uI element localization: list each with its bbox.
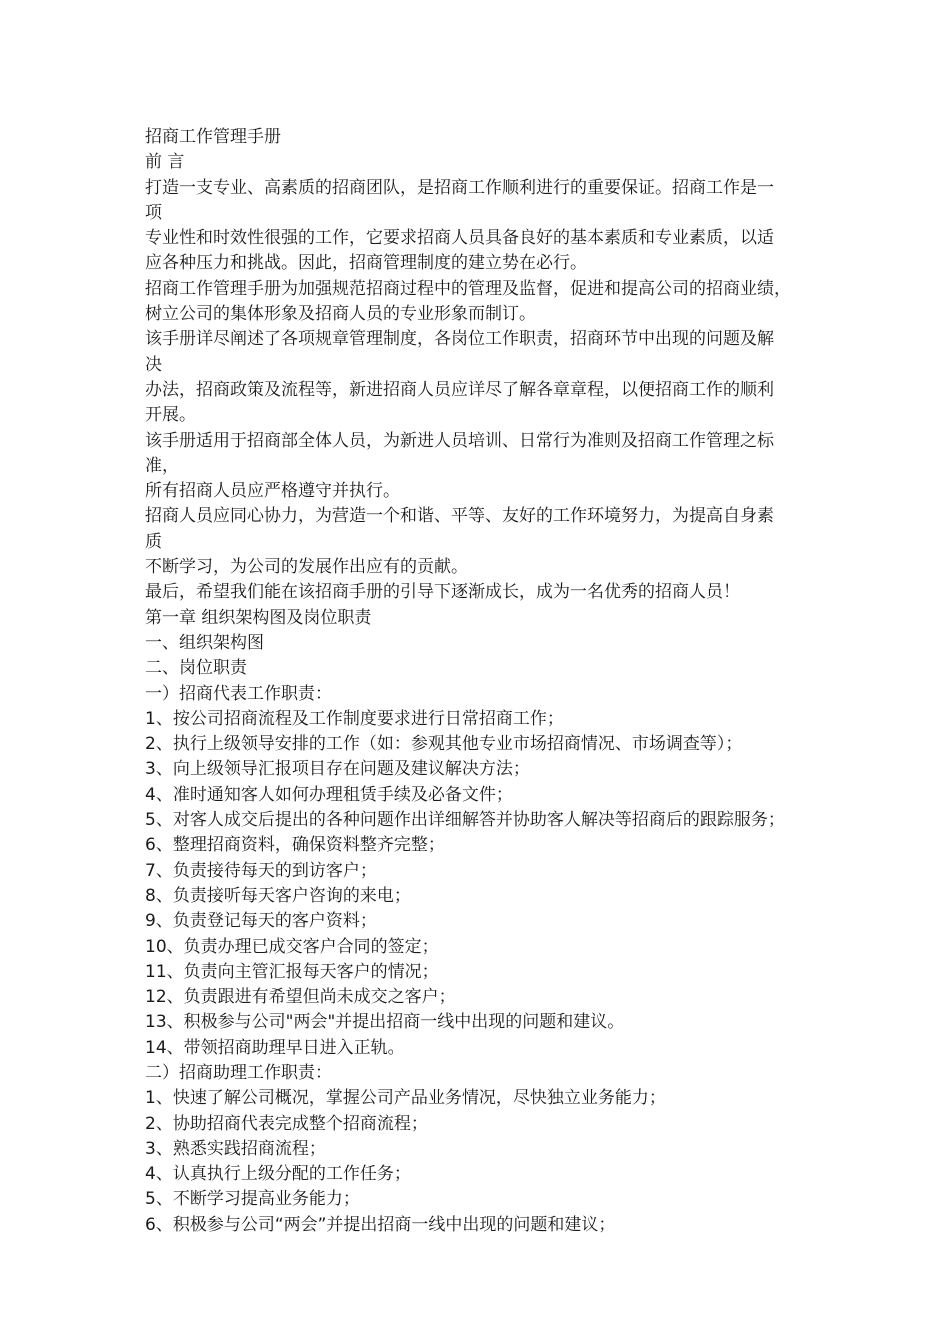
text-line: 应各种压力和挑战。因此，招商管理制度的建立势在必行。 (145, 253, 587, 274)
text-line: 最后，希望我们能在该招商手册的引导下逐渐成长，成为一名优秀的招商人员！ (145, 582, 740, 603)
text-line: 不断学习，为公司的发展作出应有的贡献。 (145, 557, 468, 578)
text-line: 打造一支专业、高素质的招商团队，是招商工作顺利进行的重要保证。招商工作是一 (145, 177, 774, 198)
text-line: 该手册详尽阐述了各项规章管理制度，各岗位工作职责，招商环节中出现的问题及解 (145, 329, 774, 350)
text-line: 树立公司的集体形象及招商人员的专业形象而制订。 (145, 304, 536, 325)
list-item: 4、准时通知客人如何办理租赁手续及必备文件； (145, 784, 513, 805)
text-line: 项 (145, 202, 162, 223)
list-item: 3、熟悉实践招商流程； (145, 1138, 326, 1159)
list-item: 4、认真执行上级分配的工作任务； (145, 1164, 411, 1185)
chapter-heading: 第一章 组织架构图及岗位职责 (145, 607, 372, 628)
list-item: 1、快速了解公司概况，掌握公司产品业务情况，尽快独立业务能力； (145, 1088, 666, 1109)
text-line: 质 (145, 531, 162, 552)
list-item: 6、整理招商资料，确保资料整齐完整； (145, 835, 445, 856)
text-line: 该手册适用于招商部全体人员，为新进人员培训、日常行为准则及招商工作管理之标 (145, 430, 774, 451)
list-item: 5、不断学习提高业务能力； (145, 1189, 360, 1210)
list-item: 2、执行上级领导安排的工作（如：参观其他专业市场招商情况、市场调查等）； (145, 734, 743, 755)
list-item: 10、负责办理已成交客户合同的签定； (145, 936, 439, 957)
list-item: 11、负责向主管汇报每天客户的情况； (145, 961, 439, 982)
document-title: 招商工作管理手册 (145, 127, 281, 147)
list-item: 9、负责登记每天的客户资料； (145, 911, 377, 932)
text-line: 办法，招商政策及流程等，新进招商人员应详尽了解各章章程，以便招商工作的顺利 (145, 379, 774, 400)
preface-heading: 前 言 (145, 152, 185, 173)
list-item: 2、协助招商代表完成整个招商流程； (145, 1113, 428, 1134)
section-heading: 二、岗位职责 (145, 658, 247, 679)
list-item: 13、积极参与公司"两会"并提出招商一线中出现的问题和建议。 (145, 1012, 625, 1033)
text-line: 准， (145, 455, 179, 476)
list-item: 12、负责跟进有希望但尚未成交之客户； (145, 987, 456, 1008)
list-item: 5、对客人成交后提出的各种问题作出详细解答并协助客人解决等招商后的跟踪服务； (145, 810, 785, 831)
list-item: 3、向上级领导汇报项目存在问题及建议解决方法； (145, 759, 530, 780)
text-line: 决 (145, 354, 162, 375)
subsection-heading: 二）招商助理工作职责： (145, 1062, 332, 1083)
text-line: 招商人员应同心协力，为营造一个和谐、平等、友好的工作环境努力，为提高自身素 (145, 506, 774, 527)
document-body (145, 125, 805, 1238)
section-heading: 一、组织架构图 (145, 632, 264, 653)
list-item: 6、积极参与公司“两会”并提出招商一线中出现的问题和建议； (145, 1214, 616, 1235)
list-item: 14、带领招商助理早日进入正轨。 (145, 1037, 405, 1058)
text-line: 招商工作管理手册为加强规范招商过程中的管理及监督，促进和提高公司的招商业绩， (145, 278, 791, 299)
text-line: 专业性和时效性很强的工作，它要求招商人员具备良好的基本素质和专业素质，以适 (145, 228, 774, 249)
text-line: 所有招商人员应严格遵守并执行。 (145, 481, 400, 502)
text-line: 开展。 (145, 405, 196, 426)
list-item: 7、负责接待每天的到访客户； (145, 860, 377, 881)
list-item: 1、按公司招商流程及工作制度要求进行日常招商工作； (145, 708, 564, 729)
list-item: 8、负责接听每天客户咨询的来电； (145, 885, 411, 906)
subsection-heading: 一）招商代表工作职责： (145, 683, 332, 704)
